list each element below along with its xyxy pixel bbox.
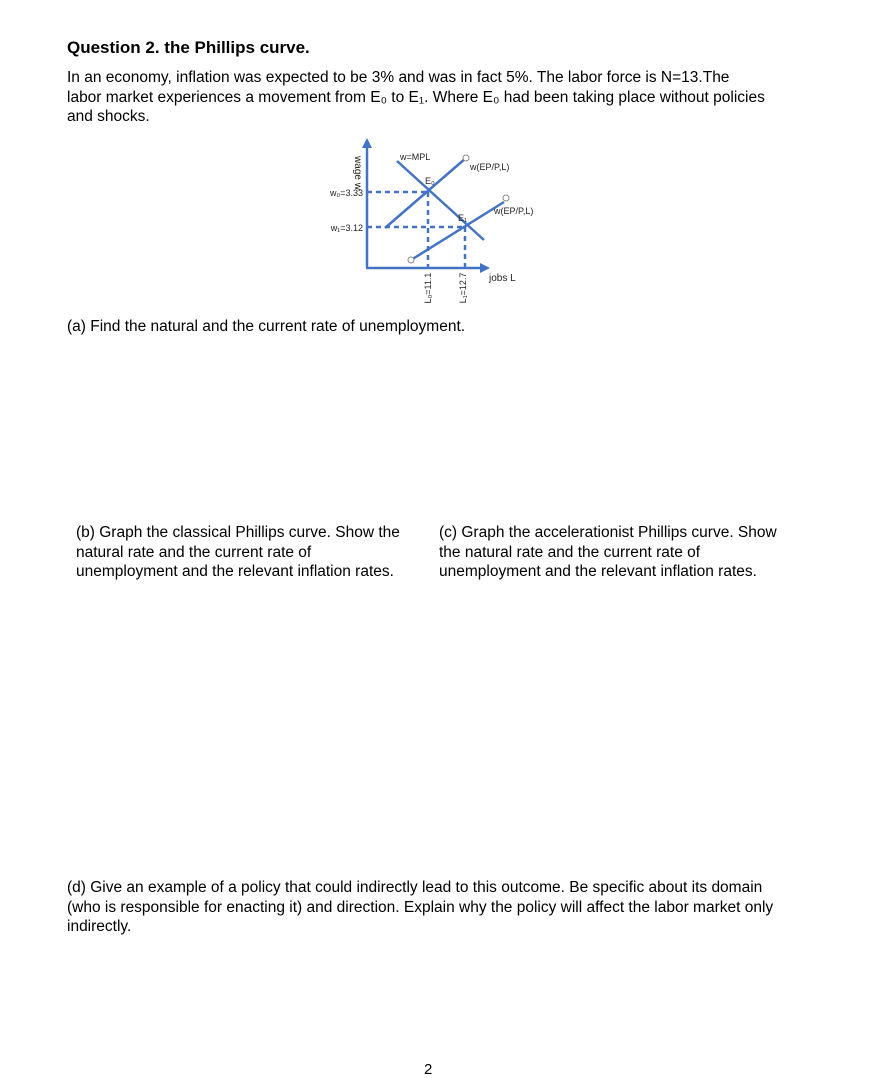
supply-curve-1: [411, 202, 504, 260]
l1-label: L₁=12.7: [458, 272, 468, 304]
part-d: (d) Give an example of a policy that could indirectly lead to this outcome. Be specific about its domain (who is responsible for enacting it) and direction. Explain why the policy will affect the labor market only indirectly.: [67, 879, 774, 935]
y-axis-label: wage w: [352, 156, 363, 190]
question-intro: In an economy, inflation was expected to be 3% and was in fact 5%. The labor force is N=13.The labor market experiences a movement from E₀ to E₁. Where E₀ had been taking place without policies and shocks.: [67, 69, 765, 125]
y-axis-arrow: [362, 138, 372, 148]
supply-1-label: w(EP/P,L): [494, 206, 534, 216]
part-a: (a) Find the natural and the current rate of unemployment.: [67, 318, 466, 335]
part-c: (c) Graph the accelerationist Phillips curve. Show the natural rate and the current rate of unemployment and the relevant inflation rates.: [439, 524, 777, 580]
e1-label: E₁: [458, 213, 468, 223]
e0-label: E₀: [425, 176, 435, 186]
supply-curve-0-end: [463, 155, 469, 161]
supply-curve-1-end: [503, 195, 509, 201]
question-title: Question 2. the Phillips curve.: [67, 38, 310, 57]
page-number: 2: [424, 1061, 433, 1078]
x-axis-label: jobs L: [489, 273, 516, 284]
supply-curve-1-start: [408, 257, 414, 263]
labor-market-diagram: [0, 0, 876, 320]
supply-0-label: w(EP/P,L): [470, 162, 510, 172]
w1-label: w₁=3.12: [330, 223, 363, 233]
w0-label: w₀=3.33: [329, 188, 363, 198]
x-axis-arrow: [480, 263, 490, 273]
mpl-label: w=MPL: [400, 152, 431, 162]
l0-label: L₀=11.1: [423, 272, 433, 304]
part-b: (b) Graph the classical Phillips curve. Show the natural rate and the current rate of unemployment and the relevant inflation rates.: [76, 524, 400, 580]
